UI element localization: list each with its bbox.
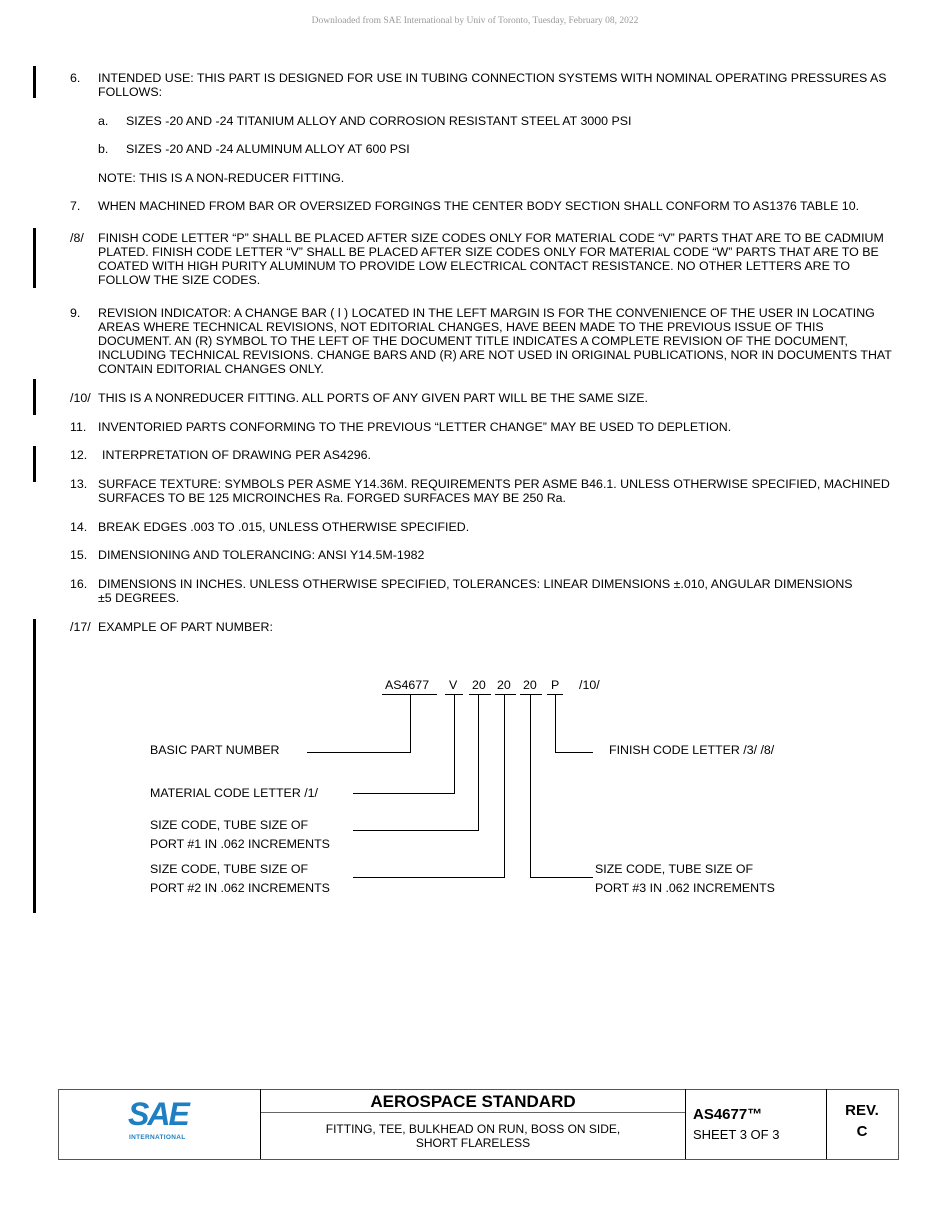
change-bar (33, 619, 36, 913)
label-basic-part: BASIC PART NUMBER (150, 743, 280, 757)
note-16-text: DIMENSIONS IN INCHES. UNLESS OTHERWISE SPECIFIED, TOLERANCES: LINEAR DIMENSIONS ±.010, ANGULAR DIMENSIONS ±5 DEGREES. (98, 577, 853, 605)
leader-basic-v (410, 695, 411, 753)
leader-size2-h (353, 877, 505, 878)
leader-size3-v (530, 695, 531, 878)
pn-finish: P (551, 678, 560, 692)
rev-label: REV. (845, 1102, 879, 1119)
note-7-number: 7. (70, 199, 81, 213)
note-6b-text: SIZES -20 AND -24 ALUMINUM ALLOY AT 600 PSI (126, 142, 410, 156)
label-size1-l1: SIZE CODE, TUBE SIZE OF (150, 818, 309, 832)
sae-logo-sub: INTERNATIONAL (129, 1134, 186, 1141)
note-15-number: 15. (70, 548, 88, 562)
note-16-number: 16. (70, 577, 88, 591)
note-12-text: INTERPRETATION OF DRAWING PER AS4296. (102, 448, 371, 462)
note-6b-label: b. (98, 142, 109, 156)
leader-finish-h (555, 752, 593, 753)
note-12-number: 12. (70, 448, 88, 462)
note-11-text: INVENTORIED PARTS CONFORMING TO THE PREVIOUS “LETTER CHANGE” MAY BE USED TO DEPLETION. (98, 420, 732, 434)
note-15-text: DIMENSIONING AND TOLERANCING: ANSI Y14.5M-1982 (98, 548, 425, 562)
rev-value: C (856, 1123, 868, 1140)
underline (469, 694, 491, 695)
note-8-text: FINISH CODE LETTER “P” SHALL BE PLACED AFTER SIZE CODES ONLY FOR MATERIAL CODE “V” PARTS THAT ARE TO BE CADMIUM PLATED. FINISH CODE LETTER “V” SHALL BE PLACED AFTER SIZE CODES ONLY FOR MATERIAL CODE “W” PARTS THAT ARE TO BE COATED WITH HIGH PURITY ALUMINUM TO PROVIDE LOW ELECTRICAL CONTACT RESISTANCE. NO OTHER LETTERS ARE TO FOLLOW THE SIZE CODES. (98, 231, 884, 287)
pn-note: /10/ (579, 678, 600, 692)
note-9-text: REVISION INDICATOR: A CHANGE BAR ( l ) LOCATED IN THE LEFT MARGIN IS FOR THE CONVENIENCE OF THE USER IN LOCATING AREAS WHERE TECHNICAL REVISIONS, NOT EDITORIAL CHANGES, HAVE BEEN MADE TO THE PREVIOUS ISSUE OF THIS DOCUMENT. AN (R) SYMBOL TO THE LEFT OF THE DOCUMENT TITLE INDICATES A COMPLETE REVISION OF THE DOCUMENT, INCLUDING TECHNICAL REVISIONS. CHANGE BARS AND (R) ARE NOT USED IN ORIGINAL PUBLICATIONS, NOR IN DOCUMENTS THAT CONTAIN EDITORIAL CHANGES ONLY. (98, 306, 892, 376)
sae-logo (126, 1096, 198, 1146)
note-6-number: 6. (70, 71, 81, 85)
underline (520, 694, 542, 695)
change-bar (33, 228, 36, 288)
change-bar (33, 66, 36, 98)
pn-material: V (449, 678, 458, 692)
label-size2-l1: SIZE CODE, TUBE SIZE OF (150, 862, 309, 876)
change-bar (33, 446, 36, 482)
sae-logo-text: SAE (128, 1096, 188, 1132)
note-17-number: /17/ (70, 620, 91, 634)
label-size3-l1: SIZE CODE, TUBE SIZE OF (595, 862, 754, 876)
pn-size2: 20 (497, 678, 511, 692)
note-14-number: 14. (70, 520, 88, 534)
label-size1-l2: PORT #1 IN .062 INCREMENTS (150, 837, 330, 851)
leader-size3-h (530, 877, 593, 878)
note-6-text: INTENDED USE: THIS PART IS DESIGNED FOR USE IN TUBING CONNECTION SYSTEMS WITH NOMINAL OPERATING PRESSURES AS FOLLOWS: (98, 71, 887, 99)
pn-size3: 20 (523, 678, 537, 692)
pn-base: AS4677 (385, 678, 430, 692)
note-7-text: WHEN MACHINED FROM BAR OR OVERSIZED FORGINGS THE CENTER BODY SECTION SHALL CONFORM TO AS1376 TABLE 10. (98, 199, 860, 213)
note-13-text: SURFACE TEXTURE: SYMBOLS PER ASME Y14.36M. REQUIREMENTS PER ASME B46.1. UNLESS OTHERWISE SPECIFIED, MACHINED SURFACES TO BE 125 MICROINCHES Ra. FORGED SURFACES MAY BE 250 Ra. (98, 477, 890, 505)
change-bar (33, 379, 36, 415)
note-6-remark: NOTE: THIS IS A NON-REDUCER FITTING. (98, 171, 345, 185)
note-11-number: 11. (70, 420, 87, 434)
leader-size2-v (504, 695, 505, 878)
note-6a-label: a. (98, 114, 109, 128)
label-size3-l2: PORT #3 IN .062 INCREMENTS (595, 881, 775, 895)
divider (685, 1089, 686, 1159)
category: AEROSPACE STANDARD (370, 1092, 576, 1111)
note-9-number: 9. (70, 306, 81, 320)
leader-size1-v (478, 695, 479, 831)
doc-title-line2: SHORT FLARELESS (415, 1136, 531, 1150)
note-17-text: EXAMPLE OF PART NUMBER: (98, 620, 273, 634)
note-10-number: /10/ (70, 391, 91, 405)
leader-size1-h (353, 830, 479, 831)
leader-basic-h (307, 752, 411, 753)
sheet-number: SHEET 3 OF 3 (693, 1127, 780, 1142)
doc-number: AS4677™ (693, 1106, 763, 1123)
note-6a-text: SIZES -20 AND -24 TITANIUM ALLOY AND CORROSION RESISTANT STEEL AT 3000 PSI (126, 114, 632, 128)
note-14-text: BREAK EDGES .003 TO .015, UNLESS OTHERWISE SPECIFIED. (98, 520, 470, 534)
label-size2-l2: PORT #2 IN .062 INCREMENTS (150, 881, 330, 895)
note-8-number: /8/ (70, 231, 84, 245)
doc-title-line1: FITTING, TEE, BULKHEAD ON RUN, BOSS ON SIDE, (325, 1122, 621, 1136)
note-13-number: 13. (70, 477, 88, 491)
leader-finish-v (555, 695, 556, 753)
leader-material-v (454, 695, 455, 794)
pn-size1: 20 (472, 678, 486, 692)
label-finish: FINISH CODE LETTER /3/ /8/ (609, 743, 775, 757)
underline (495, 694, 516, 695)
download-note: Downloaded from SAE International by Univ of Toronto, Tuesday, February 08, 2022 (311, 16, 639, 26)
label-material: MATERIAL CODE LETTER /1/ (150, 786, 318, 800)
note-10-text: THIS IS A NONREDUCER FITTING. ALL PORTS OF ANY GIVEN PART WILL BE THE SAME SIZE. (98, 391, 648, 405)
divider (261, 1112, 685, 1113)
leader-material-h (353, 793, 455, 794)
